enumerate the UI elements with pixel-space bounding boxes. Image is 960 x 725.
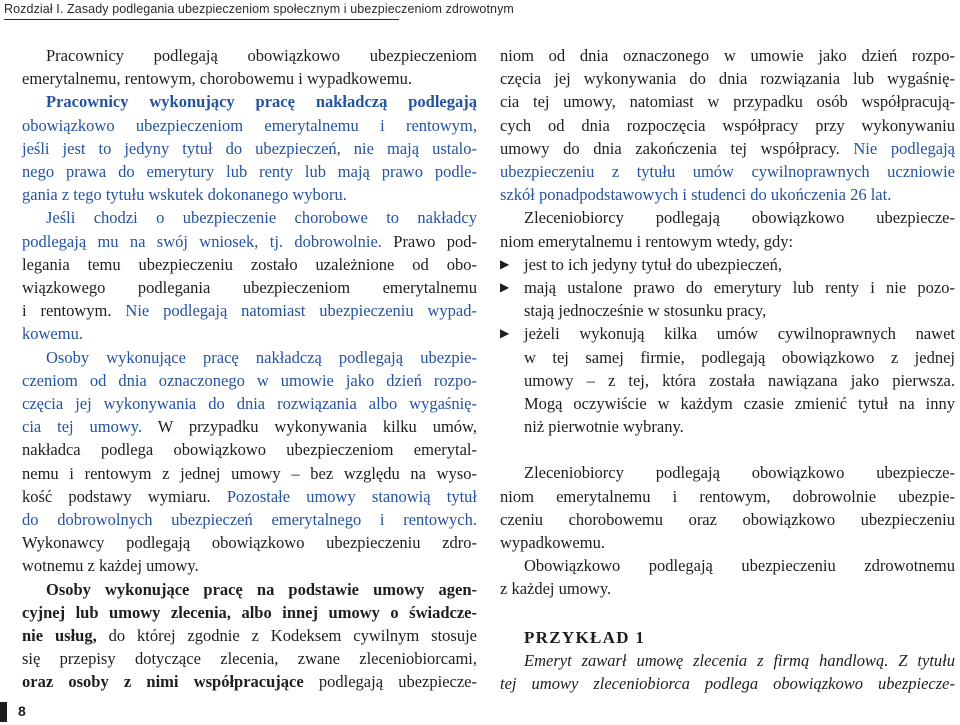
paragraph-line: niom emerytalnemu i rentowym, dobrowolnie ubezpie- <box>500 486 955 506</box>
paragraph-line <box>22 230 477 253</box>
bullet-triangle-icon: ▶ <box>500 256 510 271</box>
phrase: podlegają ubezpiecze- <box>303 672 477 692</box>
paragraph-line: Zleceniobiorcy podlegają obowiązkowo ubezpiecze- <box>524 208 955 228</box>
paragraph-line: wotnemu z każdej umowy. <box>22 556 199 576</box>
left-column <box>22 44 477 694</box>
paragraph-line: cia tej umowy, natomiast w przypadku osób współpracują- <box>500 92 955 112</box>
blue-phrase: podlegają mu na swój wniosek, tj. dobrowolnie. <box>22 231 382 251</box>
bullet-continuation: niż pierwotnie wybrany. <box>524 417 684 437</box>
paragraph-line: Osoby wykonujące pracę nakładczą podlegają ubezpie- <box>46 347 477 367</box>
page-marker-bar <box>0 702 7 722</box>
paragraph-line: Osoby wykonujące pracę na podstawie umowy agen- <box>46 579 477 599</box>
bullet-triangle-icon: ▶ <box>500 280 510 295</box>
paragraph-line: gania z tego tytułu wskutek dokonanego wyboru. <box>22 185 347 205</box>
paragraph-line: częcia jej wykonywania do dnia rozwiązania lub wygaśnię- <box>500 69 955 89</box>
paragraph-line: obowiązkowo ubezpieczeniom emerytalnemu i rentowym, <box>22 115 477 135</box>
paragraph-line: czeniu chorobowemu oraz obowiązkowo ubezpieczeniu <box>500 509 955 529</box>
paragraph-line: Zleceniobiorcy podlegają obowiązkowo ubezpiecze- <box>524 463 955 483</box>
blue-phrase: cia tej umowy. <box>22 417 143 437</box>
blue-phrase: Nie podlegają natomiast ubezpieczeniu wypad- <box>125 301 477 321</box>
paragraph-line: do dobrowolnych ubezpieczeń emerytalnego i rentowych. <box>22 510 477 530</box>
paragraph-line: się przepisy dotyczące zlecenia, zwane zleceniobiorcami, <box>22 649 477 669</box>
paragraph-line: Pracownicy podlegają obowiązkowo ubezpieczeniom <box>46 46 477 65</box>
paragraph-line <box>500 137 955 160</box>
phrase: i rentowym. <box>22 301 112 321</box>
bullet-text: jeżeli wykonują kilka umów cywilnoprawnych nawet <box>524 324 955 344</box>
paragraph-line: kowemu. <box>22 324 83 344</box>
paragraph-line: nemu i rentowym z jednej umowy – bez względu na wyso- <box>22 463 477 483</box>
paragraph-line: szkół ponadpodstawowych i studenci do ukończenia 26 lat. <box>500 185 892 205</box>
paragraph-line: jeśli jest to jedyny tytuł do ubezpieczeń, nie mają ustalo- <box>22 138 477 158</box>
right-column <box>500 44 955 695</box>
phrase: kość podstawy wymiaru. <box>22 486 211 506</box>
bullet-item <box>500 276 955 299</box>
paragraph-line: Obowiązkowo podlegają ubezpieczeniu zdrowotnemu <box>524 556 955 576</box>
spacer <box>500 438 955 461</box>
phrase: W przypadku wykonywania kilku umów, <box>157 417 478 437</box>
paragraph-line: ubezpieczeniu z tytułu umów cywilnoprawnych uczniowie <box>500 162 955 182</box>
blue-phrase: Pozostałe umowy stanowią tytuł <box>226 486 477 506</box>
bullet-item <box>500 322 955 345</box>
phrase: do której zgodnie z Kodeksem cywilnym stosuje <box>96 626 477 646</box>
paragraph-line: Wykonawcy podlegają obowiązkowo ubezpieczeniu zdro- <box>22 533 477 553</box>
example-line: tej umowy zleceniobiorca podlega obowiązkowo ubezpiecze- <box>500 674 955 694</box>
bold-phrase: nie usług, <box>22 626 97 646</box>
example-heading: PRZYKŁAD 1 <box>524 627 646 647</box>
paragraph-line <box>22 299 477 322</box>
paragraph-line <box>22 485 477 508</box>
bullet-item <box>500 253 955 276</box>
bullet-triangle-icon: ▶ <box>500 326 510 341</box>
paragraph-line: cyjnej lub umowy zlecenia, albo innej umowy o świadcze- <box>22 602 477 622</box>
page-number: 8 <box>18 703 26 719</box>
bullet-continuation: w tej samej firmie, podlegają obowiązkowo z jednej <box>524 347 955 367</box>
bullet-text: jest to ich jedyny tytuł do ubezpieczeń, <box>524 254 782 274</box>
bold-phrase: oraz osoby z nimi współpracujące <box>22 672 304 692</box>
running-header-title: Rozdział I. Zasady podlegania ubezpieczeniom społecznym i ubezpieczeniom zdrowotnym <box>4 2 514 16</box>
paragraph-line <box>22 624 477 647</box>
paragraph-line <box>22 415 477 438</box>
paragraph-line: niom emerytalnemu i rentowym wtedy, gdy: <box>500 231 794 251</box>
bullet-text: mają ustalone prawo do emerytury lub renty i nie pozo- <box>524 278 955 298</box>
paragraph-line: cych od dnia rozpoczęcia współpracy przy wykonywaniu <box>500 115 955 135</box>
paragraph-line: czeniom od dnia oznaczonego w umowie jako dzień rozpo- <box>22 370 477 390</box>
header-rule <box>4 19 399 20</box>
paragraph-line <box>22 90 477 113</box>
bullet-continuation: stają jednocześnie w stosunku pracy, <box>524 301 767 321</box>
paragraph-line: niom od dnia oznaczonego w umowie jako dzień rozpo- <box>500 46 955 65</box>
paragraph-line: nakładca podlega obowiązkowo ubezpieczeniom emerytal- <box>22 440 477 460</box>
bullet-continuation: Mogą oczywiście w każdym czasie zmienić tytuł na inny <box>524 394 955 414</box>
paragraph-line: nego prawa do emerytury lub renty lub mają prawo podle- <box>22 162 477 182</box>
paragraph-line: legania temu ubezpieczeniu zostało uzależnione od obo- <box>22 254 477 274</box>
paragraph-line: z każdej umowy. <box>500 579 612 599</box>
example-line: Emeryt zawarł umowę zlecenia z firmą handlową. Z tytułu <box>524 650 955 670</box>
blue-phrase: Nie podlegają <box>839 138 955 158</box>
phrase: umowy do dnia zakończenia tej współpracy. <box>500 138 840 158</box>
bullet-continuation: umowy – z tej, która została nawiązana jako pierwsza. <box>524 370 955 390</box>
bold-phrase: Pracownicy wykonujący pracę nakładczą podlegają <box>46 92 477 112</box>
running-header <box>4 2 514 16</box>
paragraph-line: częcia jej wykonywania do dnia rozwiązania albo wygaśnię- <box>22 394 477 414</box>
paragraph-line: emerytalnemu, rentowym, chorobowemu i wypadkowemu. <box>22 69 412 89</box>
paragraph-line: wiązkowego podlegania ubezpieczeniom emerytalnemu <box>22 278 477 298</box>
phrase: Prawo pod- <box>393 231 478 251</box>
paragraph-line: wypadkowemu. <box>500 533 605 553</box>
paragraph-line <box>22 670 477 693</box>
spacer <box>500 601 955 624</box>
paragraph-line: Jeśli chodzi o ubezpieczenie chorobowe to nakładcy <box>46 208 477 228</box>
